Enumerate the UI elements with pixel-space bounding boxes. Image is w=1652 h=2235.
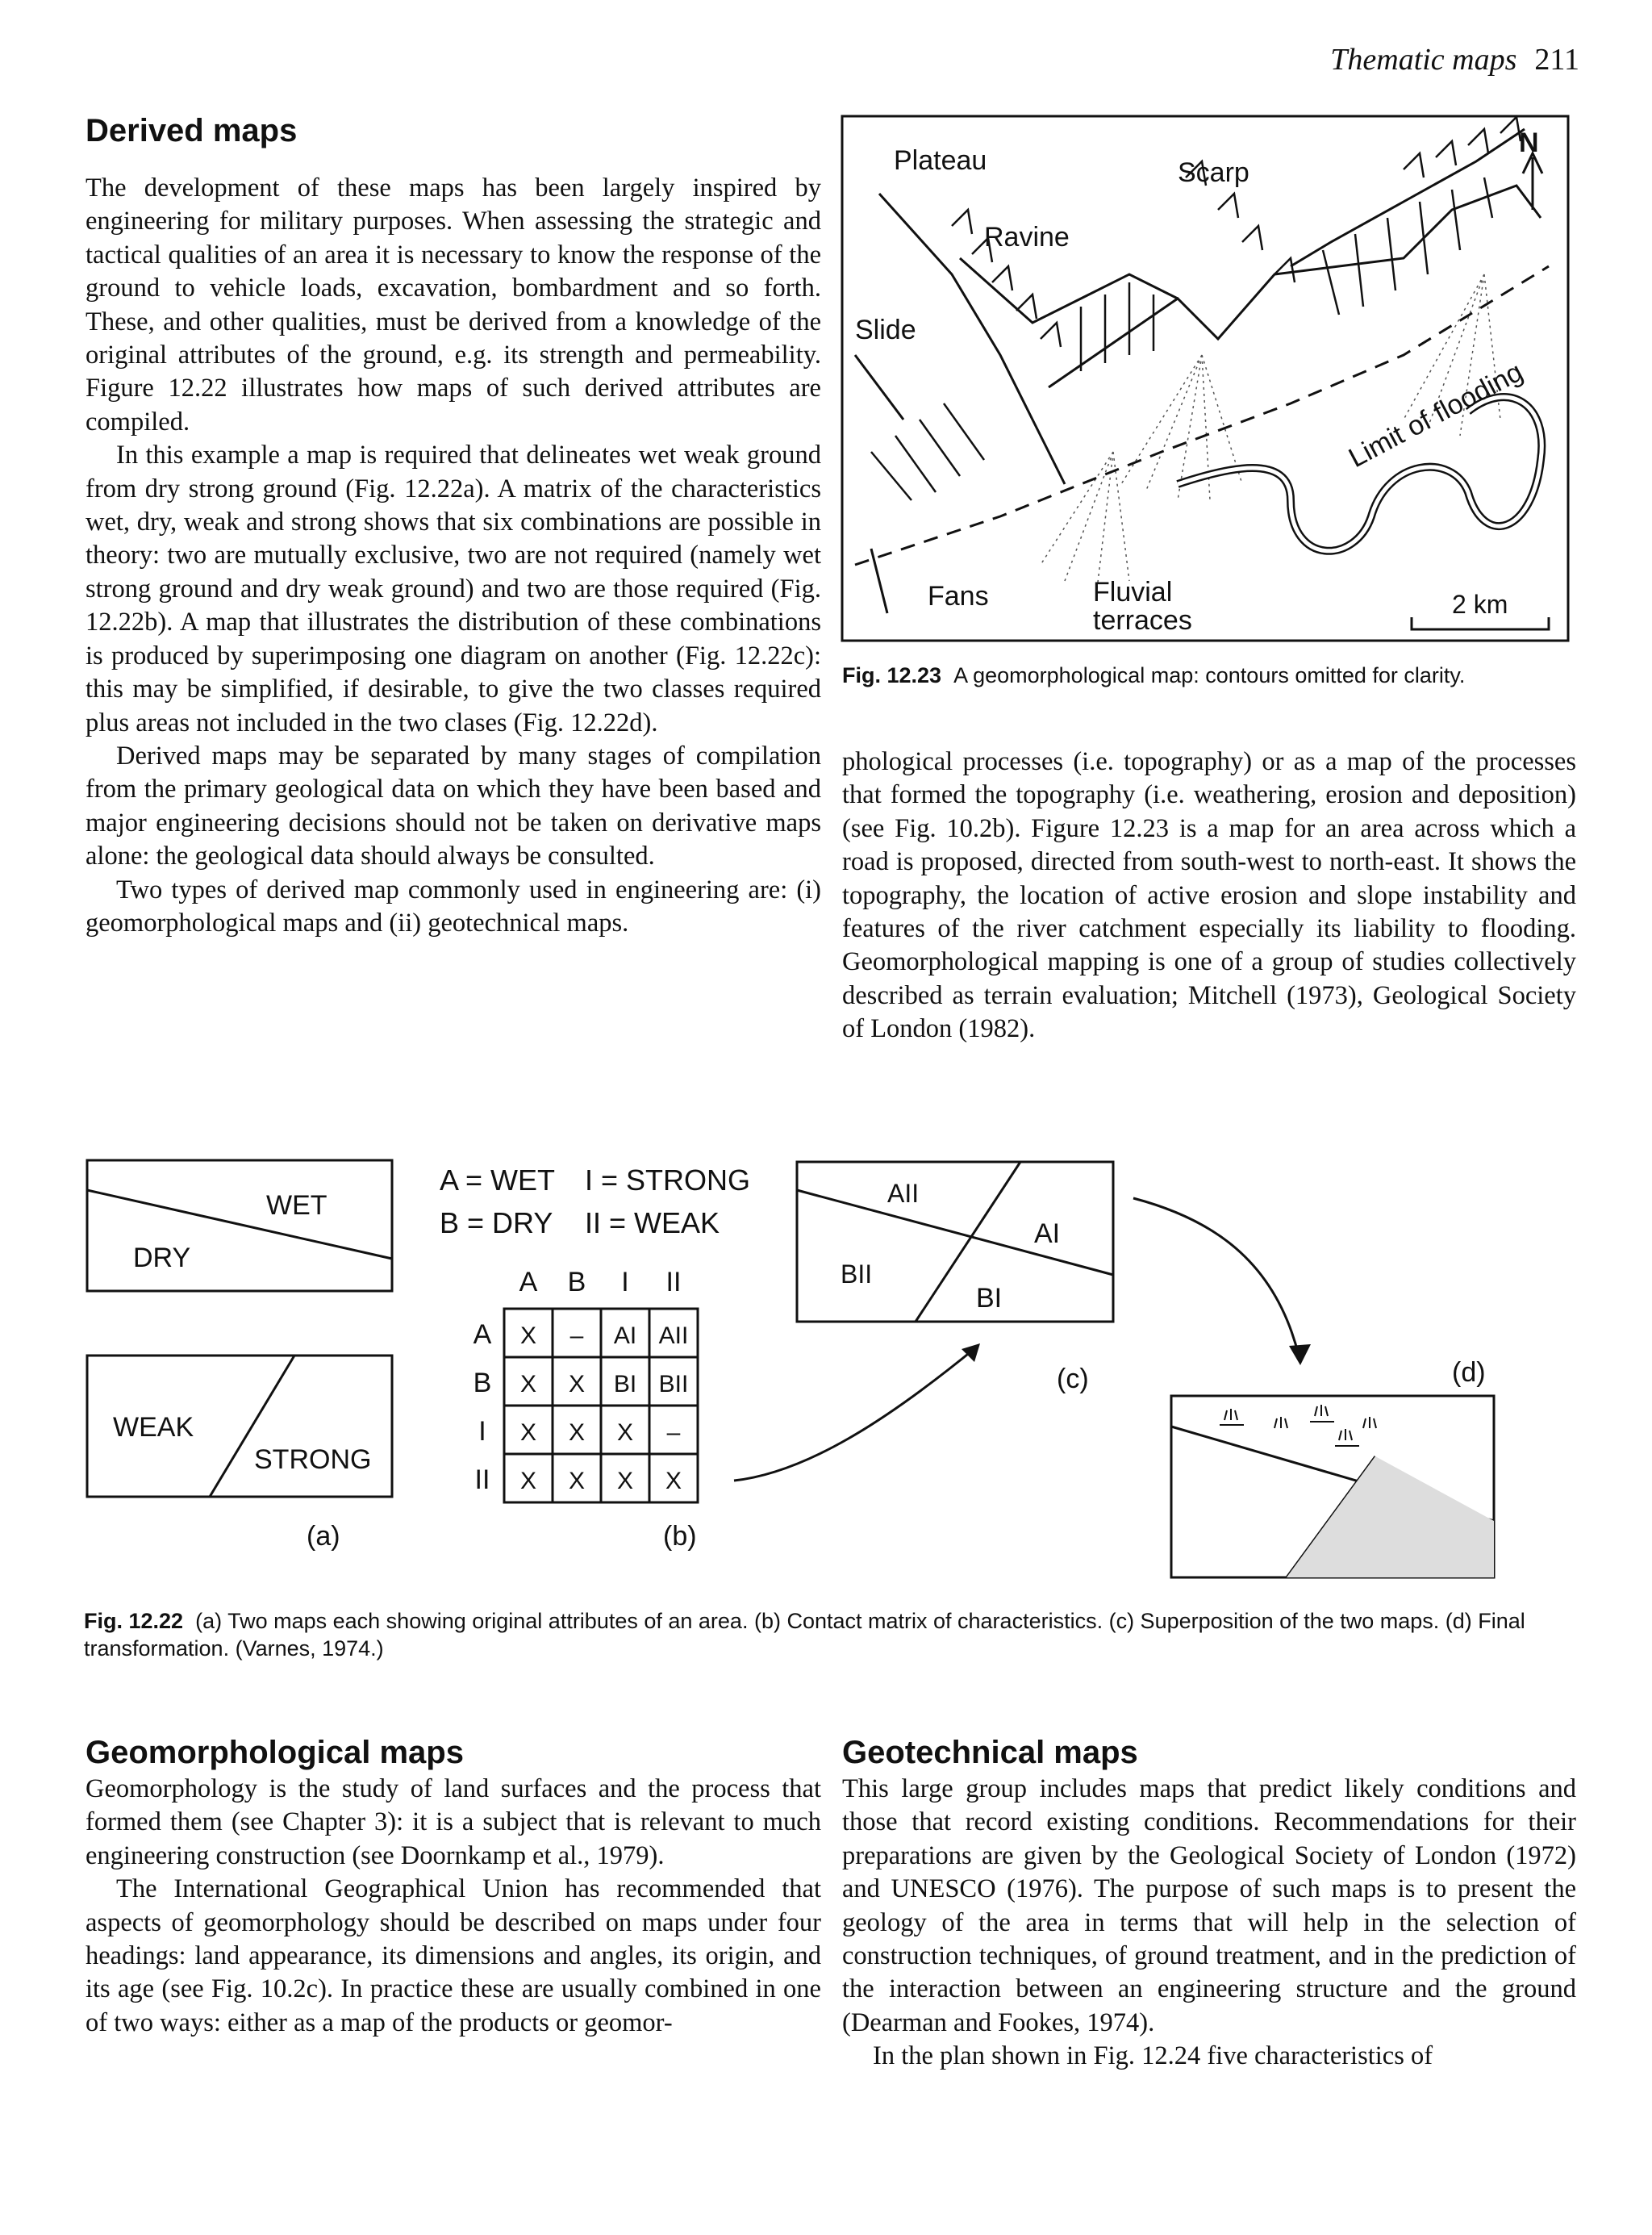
figure-12-22 [81,1154,1533,1590]
scarp-hatching [855,129,1541,613]
paragraph: Geomorphology is the study of land surfaces and the process that formed them (see Chapter 3): it is a subject that is relevant to much engineering construction (see Doornkamp et al., 1979). [86,1774,821,1870]
panel-c-label: (c) [1057,1364,1089,1394]
page-number: 211 [1534,43,1579,77]
arrow-b-to-c [734,1347,976,1481]
matrix-cell: X [665,1468,682,1494]
label-fluvial: Fluvial [1093,577,1173,608]
label-fans: Fans [928,581,989,612]
label-bi: BI [976,1283,1003,1314]
legend-a: A = WET [440,1163,556,1197]
paragraph: phological processes (i.e. topography) or as a map of the processes that formed the topography (i.e. weathering, erosion and deposition) (see Fig. 10.2b). Figure 12.23 is a map for an area across which a road is proposed, directed from south-west to north-east. It shows the topography, the location of active erosion and slope instability and features of the river catchment especially its liability to flooding. Geomorphological mapping is one of a group of studies collectively described as terrain evaluation; Mitchell (1973), Geological Society of London (1982). [842,747,1576,1044]
matrix-row-headers [473,1319,492,1495]
paragraph: In this example a map is required that delineates wet weak ground from dry strong ground (Fig. 12.22a). A matrix of the characteristics wet, dry, weak and strong shows that six combinations are possible in theory: two are mutually exclusive, two are not required (namely wet strong ground and dry weak ground) and two are those required (Fig. 12.22b). A map that illustrates the distribution of these combinations is produced by superimposing one diagram on another (Fig. 12.22c): this may be simplified, if desirable, to give the two classes required plus areas not included in the two clases (Fig. 12.22d). [86,441,821,737]
matrix-cell: – [569,1322,584,1349]
section-heading-geotechnical-maps: Geotechnical maps [842,1735,1138,1770]
matrix-cells [520,1322,688,1494]
paragraph: The International Geographical Union has recommended that aspects of geomorphology should be described on maps under four headings: land appearance, its dimensions and angles, its origin, and its age (see Fig. 10.2c). In practice these are usually combined in one of two ways: either as a map of the products or geomor- [86,1874,821,2037]
figure-12-22-caption [84,1607,1568,1662]
running-header [1330,42,1579,77]
caption-label: Fig. 12.23 [842,663,942,687]
matrix-cell: X [568,1468,586,1494]
matrix-cell: X [519,1322,537,1349]
col-header: II [665,1267,682,1297]
scale-bar [1412,617,1549,629]
label-ravine: Ravine [984,222,1070,253]
matrix-cell: AI [613,1322,637,1349]
label-plateau: Plateau [894,145,987,176]
panel-d-label: (d) [1452,1357,1486,1388]
matrix-cell: X [568,1419,586,1446]
running-title: Thematic maps [1330,43,1517,77]
arrow-c-to-d [1133,1198,1299,1356]
derived-maps-section [86,113,821,940]
label-dry: DRY [133,1243,191,1273]
label-limit-of-flooding: Limit of flooding [1343,356,1529,474]
figure-12-23-caption [842,662,1576,689]
map-frame [842,116,1568,641]
marsh-symbols [1220,1405,1376,1446]
derived-maps-body [86,172,821,940]
figure-12-23-map [839,113,1581,645]
legend-i: I = STRONG [585,1163,751,1197]
row-header: II [474,1464,490,1495]
label-ai: AI [1034,1218,1061,1249]
label-scarp: Scarp [1178,157,1249,188]
section-heading-derived-maps: Derived maps [86,113,298,148]
stippled-dry-strong-area [1287,1456,1494,1577]
row-header: I [478,1416,486,1447]
row-header: A [473,1319,492,1350]
matrix-cell: X [519,1419,537,1446]
col-header: B [567,1267,586,1297]
paragraph: This large group includes maps that predict likely conditions and those that record existing conditions. Recommendations for their preparations are given by the Geological Society of London (1972) and UNESCO (1976). The purpose of such maps is to present the geology of the area in terms that will help in the selection of construction techniques, of ground treatment, and in the prediction of the interaction between an engineering structure and the ground (Dearman and Fookes, 1974). [842,1774,1576,2037]
panel-b-label: (b) [663,1521,697,1552]
geotechnical-maps-section [842,1735,1576,2074]
caption-text: A geomorphological map: contours omitted for clarity. [953,663,1466,687]
geomorphology-continuation [842,746,1576,1046]
river-channel [1178,397,1541,551]
legend-b: B = DRY [440,1206,553,1239]
matrix-cell: AII [658,1322,689,1349]
label-terraces: terraces [1093,605,1192,636]
label-aii: AII [887,1179,920,1208]
matrix-cell: X [519,1371,537,1397]
section-heading-geomorphological-maps: Geomorphological maps [86,1735,464,1770]
col-header: I [621,1267,629,1297]
label-weak: WEAK [113,1412,194,1443]
paragraph: In the plan shown in Fig. 12.24 five characteristics of [873,2041,1433,2071]
matrix-cell: X [616,1419,634,1446]
matrix-cell: BII [658,1371,689,1397]
label-north: N [1519,127,1539,158]
paragraph: Two types of derived map commonly used in engineering are: (i) geomorphological maps and (ii) geotechnical maps. [86,875,821,938]
paragraph: Derived maps may be separated by many stages of compilation from the primary geological data on which they have been based and major engineering decisions should not be taken on derivative maps alone: the geological data should always be consulted. [86,741,821,871]
caption-label: Fig. 12.22 [84,1609,184,1633]
matrix-cell: X [519,1468,537,1494]
matrix-cell: BI [613,1371,637,1397]
label-slide: Slide [855,315,916,345]
matrix-col-headers [519,1267,682,1297]
matrix-cell: – [666,1419,681,1446]
matrix-cell: X [616,1468,634,1494]
panel-c-map [797,1162,1113,1322]
row-header: B [473,1368,492,1398]
paragraph: The development of these maps has been largely inspired by engineering for military purposes. When assessing the strategic and tactical qualities of an area it is necessary to know the response of the ground to vehicle loads, excavation, bombardment and so forth. These, and other qualities, must be derived from a knowledge of the original attributes of the ground, e.g. its strength and permeability. Figure 12.22 illustrates how maps of such derived attributes are compiled. [86,173,821,437]
legend-ii: II = WEAK [585,1206,720,1239]
panel-a-label: (a) [307,1521,340,1552]
caption-text: (a) Two maps each showing original attributes of an area. (b) Contact matrix of characteristics. (c) Superposition of the two maps. (d) Final transformation. (Varnes, 1974.) [84,1609,1525,1661]
col-header: A [519,1267,538,1297]
matrix-cell: X [568,1371,586,1397]
label-strong: STRONG [254,1444,372,1475]
geomorphological-maps-section [86,1735,821,2040]
label-scale: 2 km [1452,590,1508,619]
label-wet: WET [266,1190,327,1221]
label-bii: BII [841,1260,873,1289]
